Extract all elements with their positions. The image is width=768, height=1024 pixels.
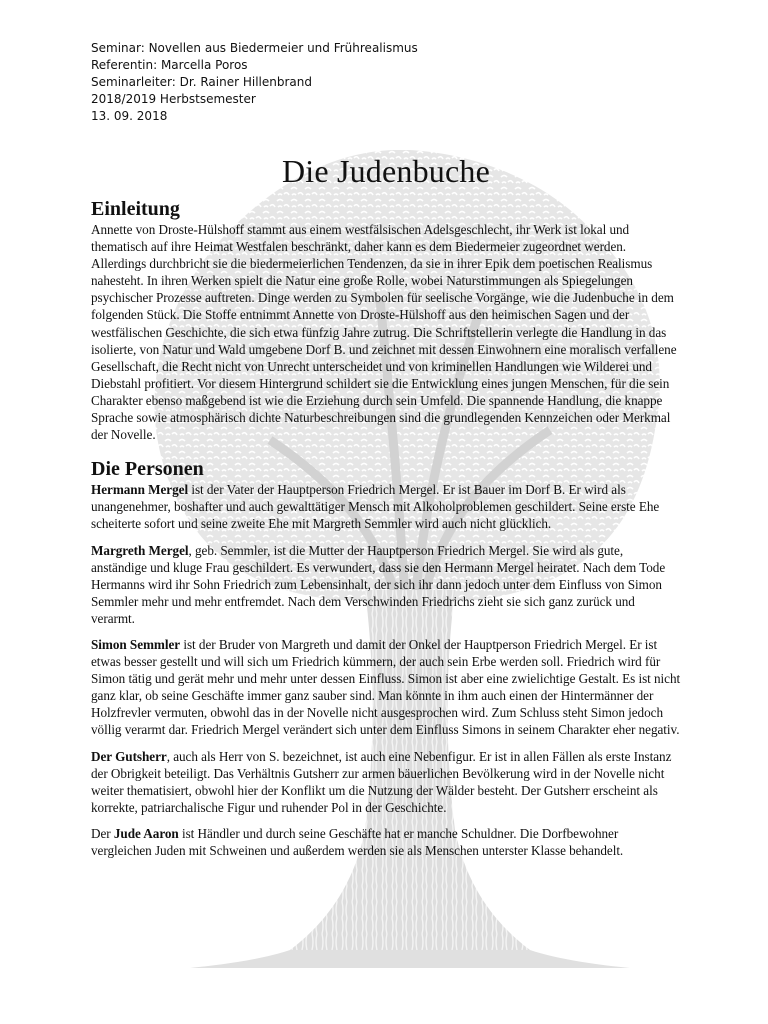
person-paragraph-hermann [91, 481, 681, 532]
person-description: ist der Bruder von Margreth und damit der Onkel der Hauptperson Friedrich Mergel. Er ist etwas besser gestellt und will sich um Friedrich kümmern, der auch sein Erbe werden soll. Friedrich wird für Simon tätig und gerät mehr und mehr unter dessen Einfluss. Simon ist aber eine zwielichtige Gestalt. Es ist nicht ganz klar, ob seine Geschäfte immer ganz sauber sind. Man könnte in ihm auch einen der Hintermänner der Holzfrevler vermuten, obwohl das in der Novelle nicht ausgesprochen wird. Zum Schluss steht Simon jedoch völlig verarmt dar. Friedrich Mergel verändert sich unter dem Einfluss Simons in seinem Charakter eher negativ. [91, 636, 681, 738]
person-prefix: Der [91, 825, 114, 841]
document-page [91, 40, 681, 859]
person-name: Hermann Mergel [91, 482, 189, 498]
intro-paragraph: Annette von Droste-Hülshoff stammt aus einem westfälsischen Adelsgeschlecht, ihr Werk ist lokal und thematisch auf ihre Heimat Westfalen beschränkt, daher kann es dem Biedermeier zugeordnet werden. Allerdings durchbricht sie die biedermeierlichen Tendenzen, da sie in ihrer Epik dem poetischen Realismus nahesteht. In ihren Werken spielt die Natur eine große Rolle, wobei Naturstimmungen als Spiegelungen psychischer Prozesse auftreten. Dinge werden zu Symbolen für seelische Vorgänge, wie die Judenbuche in dem folgenden Stück. Die Stoffe entnimmt Annette von Droste-Hülshoff aus den heimischen Sagen und der westfälischen Geschichte, die sich etwa fünfzig Jahre zutrug. Die Schriftstellerin verlegte die Handlung in das isolierte, von Natur und Wald umgebene Dorf B. und zeichnet mit dessen Einwohnern eine moralisch verfallene Gesellschaft, die Recht nicht von Unrecht unterscheidet und von kriminellen Handlungen wie Wilderei und Diebstahl profitiert. Vor diesem Hintergrund schildert sie die Entwicklung eines jungen Menschen, für die sein Charakter ebenso maßgebend ist wie die Erziehung durch sein Umfeld. Die spannende Handlung, die knappe Sprache sowie atmosphärisch dichte Naturbeschreibungen sind die grundlegenden Kennzeichen oder Merkmal der Novelle. [91, 222, 677, 443]
document-header [91, 40, 681, 125]
person-name: Jude Aaron [113, 825, 179, 841]
person-name: Simon Semmler [91, 636, 181, 652]
person-paragraph-aaron [91, 825, 681, 859]
person-paragraph-gutsherr [91, 748, 681, 816]
header-seminar: Seminar: Novellen aus Biedermeier und Frührealismus [91, 41, 418, 55]
document-title: Die Judenbuche [281, 153, 491, 189]
person-paragraph-margreth [91, 542, 681, 627]
header-date: 13. 09. 2018 [91, 109, 168, 123]
person-description: , auch als Herr von S. bezeichnet, ist auch eine Nebenfigur. Er ist in allen Fällen als erste Instanz der Obrigkeit beteiligt. Das Verhältnis Gutsherr zur armen bäuerlichen Bevölkerung wird in der Novelle nicht weiter thematisiert, obwohl hier der Konflikt um die Nutzung der Wälder besteht. Der Gutsherr erscheint als korrekte, patriarchalische Figur und ruhender Pol in der Geschichte. [91, 748, 672, 815]
header-seminarleiter: Seminarleiter: Dr. Rainer Hillenbrand [91, 75, 312, 89]
person-description: ist der Vater der Hauptperson Friedrich Mergel. Er ist Bauer im Dorf B. Er wird als unangenehmer, boshafter und auch gewalttätiger Mensch mit Alkoholproblemen geschildert. Seine erste Ehe scheiterte sofort und seine zweite Ehe mit Margreth Semmler wird auch nicht glücklich. [91, 482, 660, 532]
person-name: Der Gutsherr [91, 748, 167, 764]
intro-heading: Einleitung [91, 198, 180, 220]
person-paragraph-simon [91, 636, 681, 739]
person-description: , geb. Semmler, ist die Mutter der Hauptperson Friedrich Mergel. Sie wird als gute, anständige und kluge Frau geschildert. Es verwundert, dass sie den Hermann Mergel heiratet. Nach dem Tode Hermanns wird ihr Sohn Friedrich zum Lebensinhalt, der sich ihr dann jedoch unter dem Einfluss von Simon Semmler mehr und mehr entfremdet. Nach dem Verschwinden Friedrichs zieht sie sich ganz zurück und verarmt. [91, 542, 666, 626]
header-referentin: Referentin: Marcella Poros [91, 58, 248, 72]
person-name: Margreth Mergel [91, 542, 189, 558]
persons-heading: Die Personen [91, 458, 204, 481]
header-semester: 2018/2019 Herbstsemester [91, 92, 256, 106]
person-description: ist Händler und durch seine Geschäfte hat er manche Schuldner. Die Dorfbewohner vergleichen Juden mit Schweinen und außerdem werden sie als Menschen unterster Klasse behandelt. [91, 825, 624, 858]
